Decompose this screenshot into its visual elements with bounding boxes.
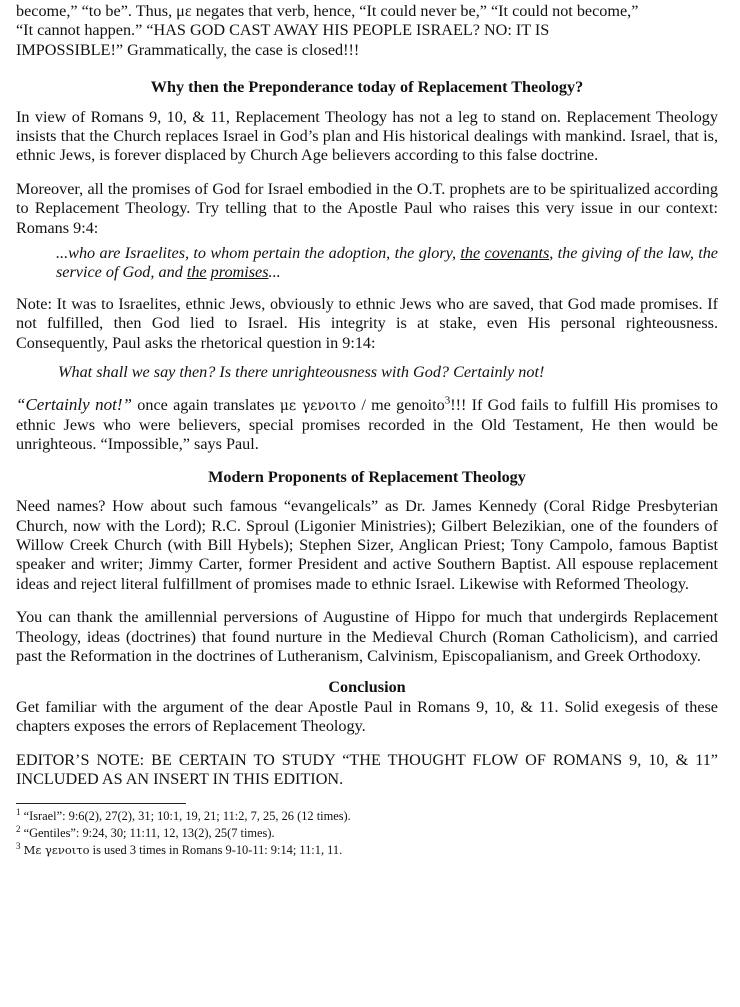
intro-line-1: become,” “to be”. Thus, με negates that verb, hence, “It could never be,” “It could not become,” <box>16 2 639 20</box>
footnote-3 <box>16 842 718 859</box>
quote-covenants: covenants <box>484 244 550 263</box>
footnote-greek: Με γενοιτο <box>23 842 90 857</box>
quote-the-1: the <box>460 244 481 263</box>
intro-line-2: “It cannot happen.” “HAS GOD CAST AWAY HIS PEOPLE ISRAEL? NO: IT IS <box>16 21 550 40</box>
paragraph-need-names: Need names? How about such famous “evangelicals” as Dr. James Kennedy (Coral Ridge Presbyterian Church, now with the Lord); R.C. Sproul (Ligonier Ministries); Gilbert Belezikian, one of the founders of Willow Creek Church (with Bill Hybels); Stephen Sizer, Anglican Priest; Tony Campolo, famous Baptist speaker and writer; Jimmy Carter, former President and active Southern Baptist. All espouse replacement ideas and reject literal fulfillment of promises made to ethnic Israel. Likewise with Reformed Theology. <box>16 497 718 593</box>
footnote-ref-3: 3 <box>444 394 451 407</box>
p4-part-a: once again translates <box>131 395 280 414</box>
footnote-text: “Israel”: 9:6(2), 27(2), 31; 10:1, 19, 21; 11:2, 7, 25, 26 (12 times). <box>23 809 351 824</box>
quote-part-c: ... <box>268 263 281 282</box>
paragraph-certainly-not <box>16 395 718 455</box>
quote-romans-9-4 <box>16 244 718 283</box>
p4-part-c: !!! If God fails to fulfill His promises to ethnic Jews who were believers, special promises recorded in the Old Testament, He then would be unrighteous. “Impossible,” says Paul. <box>16 395 719 454</box>
footnote-1 <box>16 808 718 825</box>
quote-part-a: ...who are Israelites, to whom pertain the adoption, the glory, <box>56 244 461 263</box>
section-heading-modern-proponents: Modern Proponents of Replacement Theology <box>208 467 526 486</box>
footnote-2 <box>16 825 718 842</box>
footnote-number: 3 <box>16 840 21 851</box>
greek-me-genoito: με γενοιτο <box>279 397 357 414</box>
document-page <box>16 2 718 858</box>
p4-part-b: / me genoito <box>356 395 445 414</box>
certainly-not-emphasis: “Certainly not!” <box>16 394 132 414</box>
paragraph-conclusion: Get familiar with the argument of the dear Apostle Paul in Romans 9, 10, & 11. Solid exegesis of these chapters exposes the errors of Replacement Theology. <box>16 697 718 736</box>
paragraph-amillennial: You can thank the amillennial perversions of Augustine of Hippo for much that undergirds Replacement Theology, ideas (doctrines) that found nurture in the Medieval Church (Roman Catholicism), and carried past the Reformation in the doctrines of Lutheranism, Calvinism, Episcopalianism, and Greek Orthodoxy. <box>16 608 718 665</box>
editors-note: EDITOR’S NOTE: BE CERTAIN TO STUDY “THE THOUGHT FLOW OF ROMANS 9, 10, & 11” INCLUDED AS AN INSERT IN THIS EDITION. <box>16 750 718 788</box>
footnote-text: is used 3 times in Romans 9-10-11: 9:14; 11:1, 11. <box>89 842 343 857</box>
footnote-divider <box>16 803 186 804</box>
quote-romans-9-14: What shall we say then? Is there unrighteousness with God? Certainly not! <box>58 363 545 382</box>
paragraph-view-of-romans: In view of Romans 9, 10, & 11, Replacement Theology has not a leg to stand on. Replacement Theology insists that the Church replaces Israel in God’s plan and His historical dealings with mankind. Israel, that is, ethnic Jews, is forever displaced by Church Age believers according to this false doctrine. <box>16 107 718 165</box>
footnote-text: “Gentiles”: 9:24, 30; 11:11, 12, 13(2), 25(7 times). <box>23 826 275 840</box>
paragraph-moreover: Moreover, all the promises of God for Israel embodied in the O.T. prophets are to be spiritualized according to Replacement Theology. Try telling that to the Apostle Paul who raises this very issue in our context: Romans 9:4: <box>16 179 718 237</box>
footnotes <box>16 808 718 858</box>
footnote-number: 1 <box>16 807 21 818</box>
paragraph-note: Note: It was to Israelites, ethnic Jews, obviously to ethnic Jews who are saved, that God made promises. If not fulfilled, then God lied to Israel. His integrity is at stake, even His personal righteousness. Consequently, Paul asks the rhetorical question in 9:14: <box>16 294 718 352</box>
quote-part-b: , the giving of the law, the service of God, and <box>56 244 718 282</box>
section-heading-preponderance: Why then the Preponderance today of Replacement Theology? <box>150 78 584 97</box>
section-heading-conclusion: Conclusion <box>328 678 406 697</box>
quote-the-2: the <box>186 263 207 282</box>
intro-line-3: IMPOSSIBLE!” Grammatically, the case is closed!!! <box>16 40 360 59</box>
quote-promises: promises <box>210 263 269 282</box>
footnote-number: 2 <box>16 823 21 834</box>
